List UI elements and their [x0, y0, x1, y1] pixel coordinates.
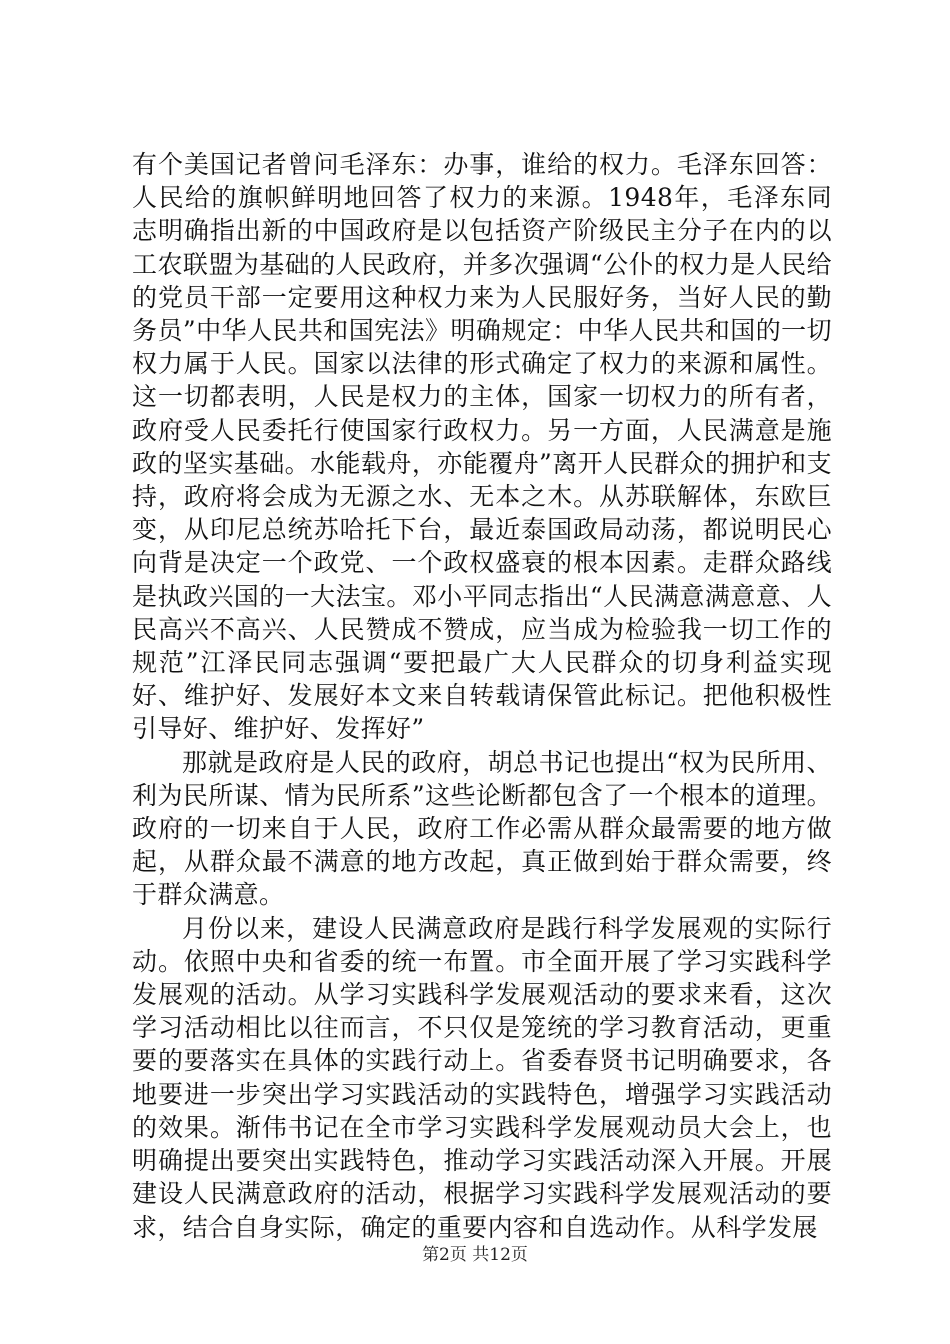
paragraph-1: 有个美国记者曾问毛泽东：办事，谁给的权力。毛泽东回答：人民给的旗帜鲜明地回答了权力的来源。1948年，毛泽东同志明确指出新的中国政府是以包括资产阶级民主分子在内的以工农联盟为基础的人民政府，并多次强调“公仆的权力是人民给的党员干部一定要用这种权力来为人民服好务，当好人民的勤务员”中华人民共和国宪法》明确规定：中华人民共和国的一切权力属于人民。国家以法律的形式确定了权力的来源和属性。这一切都表明，人民是权力的主体，国家一切权力的所有者，政府受人民委托行使国家行政权力。另一方面，人民满意是施政的坚实基础。水能载舟，亦能覆舟”离开人民群众的拥护和支持，政府将会成为无源之水、无本之木。从苏联解体，东欧巨变，从印尼总统苏哈托下台，最近泰国政局动荡，都说明民心向背是决定一个政党、一个政权盛衰的根本因素。走群众路线是执政兴国的一大法宝。邓小平同志指出“人民满意满意意、人民高兴不高兴、人民赞成不赞成，应当成为检验我一切工作的规范”江泽民同志强调“要把最广大人民群众的切身利益实现好、维护好、发展好本文来自转载请保管此标记。把他积极性引导好、维护好、发挥好” [132, 150, 832, 744]
document-body [132, 148, 832, 1244]
paragraph-3: 月份以来，建设人民满意政府是践行科学发展观的实际行动。依照中央和省委的统一布置。市全面开展了学习实践科学发展观的活动。从学习实践科学发展观活动的要求来看，这次学习活动相比以往而言，不只仅是笼统的学习教育活动，更重要的要落实在具体的实践行动上。省委春贤书记明确要求，各地要进一步突出学习实践活动的实践特色，增强学习实践活动的效果。渐伟书记在全市学习实践科学发展观动员大会上，也明确提出要突出实践特色，推动学习实践活动深入开展。开展建设人民满意政府的活动，根据学习实践科学发展观活动的要求，结合自身实际，确定的重要内容和自选动作。从科学发展 [132, 913, 832, 1242]
page-number-footer: 第2页 共12页 [422, 1245, 528, 1265]
paragraph-2: 那就是政府是人民的政府，胡总书记也提出“权为民所用、利为民所谋、情为民所系”这些论断都包含了一个根本的道理。政府的一切来自于人民，政府工作必需从群众最需要的地方做起，从群众最不满意的地方改起，真正做到始于群众需要，终于群众满意。 [132, 747, 832, 910]
